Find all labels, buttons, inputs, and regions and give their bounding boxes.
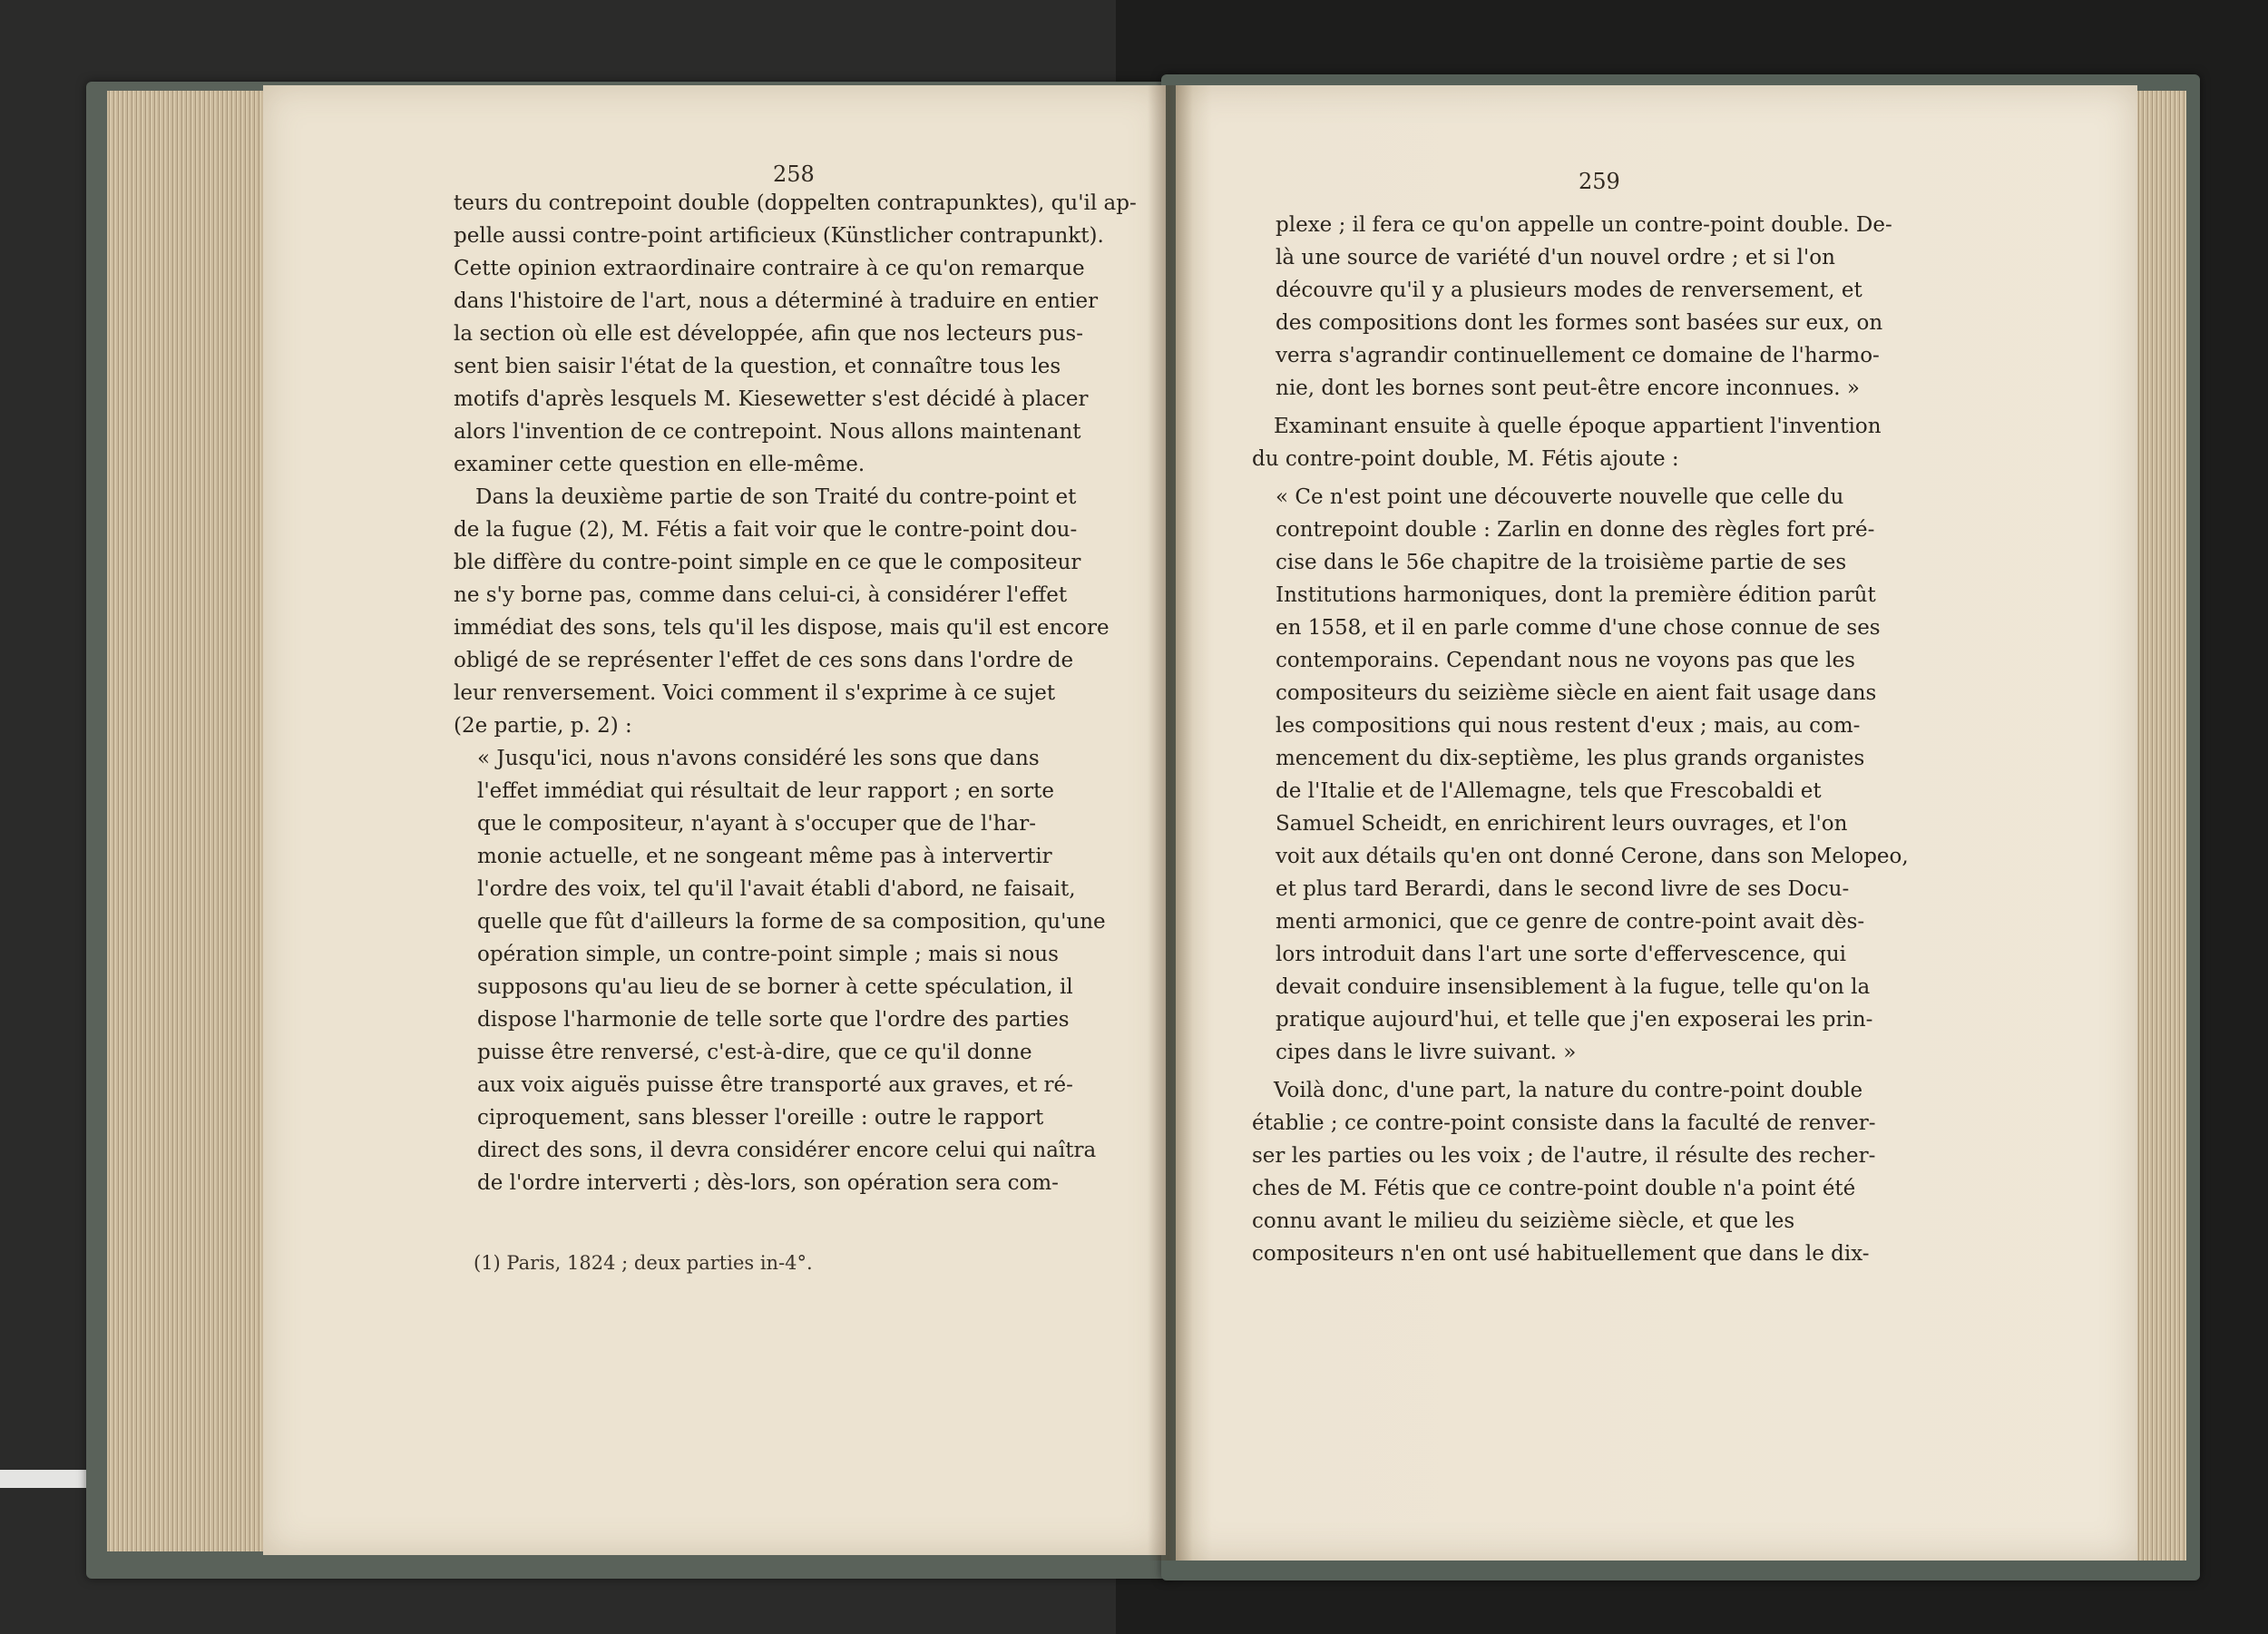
footnote: (1) Paris, 1824 ; deux parties in-4°. bbox=[474, 1252, 813, 1274]
text-line: ne s'y borne pas, comme dans celui-ci, à considérer l'effet bbox=[454, 583, 1068, 607]
quote-line: opération simple, un contre-point simple ; mais si nous bbox=[477, 943, 1059, 966]
text-line: leur renversement. Voici comment il s'exprime à ce sujet bbox=[454, 681, 1056, 705]
quote-line: l'effet immédiat qui résultait de leur rapport ; en sorte bbox=[477, 779, 1054, 803]
quote-line: contemporains. Cependant nous ne voyons pas que les bbox=[1276, 649, 1855, 672]
text-line: immédiat des sons, tels qu'il les dispose, mais qu'il est encore bbox=[454, 616, 1110, 640]
text-line: ble diffère du contre-point simple en ce que le compositeur bbox=[454, 551, 1081, 574]
page-number: 259 bbox=[1579, 169, 1620, 194]
quote-line: pratique aujourd'hui, et telle que j'en exposerai les prin- bbox=[1276, 1008, 1873, 1032]
text-line: sent bien saisir l'état de la question, et connaître tous les bbox=[454, 355, 1061, 378]
left-page-body bbox=[454, 187, 1137, 1199]
quote-line: puisse être renversé, c'est-à-dire, que ce qu'il donne bbox=[477, 1041, 1032, 1064]
quote-line: de l'Italie et de l'Allemagne, tels que Frescobaldi et bbox=[1276, 779, 1822, 803]
quote-line: compositeurs du seizième siècle en aient fait usage dans bbox=[1276, 681, 1877, 705]
quote-line: « Jusqu'ici, nous n'avons considéré les sons que dans bbox=[477, 747, 1040, 770]
quote-line: aux voix aiguës puisse être transporté aux graves, et ré- bbox=[477, 1073, 1073, 1097]
text-line: connu avant le milieu du seizième siècle, et que les bbox=[1252, 1209, 1795, 1233]
quote-line: lors introduit dans l'art une sorte d'effervescence, qui bbox=[1276, 943, 1846, 966]
text-line: établie ; ce contre-point consiste dans la faculté de renver- bbox=[1252, 1111, 1876, 1135]
text-line: du contre-point double, M. Fétis ajoute : bbox=[1252, 447, 1679, 471]
quote-line: direct des sons, il devra considérer encore celui qui naîtra bbox=[477, 1139, 1097, 1162]
quote-line: dispose l'harmonie de telle sorte que l'ordre des parties bbox=[477, 1008, 1070, 1032]
quote-line: voit aux détails qu'en ont donné Cerone, dans son Melopeo, bbox=[1276, 845, 1909, 868]
quote-line: Institutions harmoniques, dont la première édition parût bbox=[1276, 583, 1876, 607]
text-line: Cette opinion extraordinaire contraire à ce qu'on remarque bbox=[454, 257, 1085, 280]
text-line: teurs du contrepoint double (doppelten contrapunktes), qu'il ap- bbox=[454, 191, 1137, 215]
quote-line: de l'ordre interverti ; dès-lors, son opération sera com- bbox=[477, 1171, 1059, 1195]
quote-line: contrepoint double : Zarlin en donne des règles fort pré- bbox=[1276, 518, 1875, 542]
quote-line: les compositions qui nous restent d'eux ; mais, au com- bbox=[1276, 714, 1861, 738]
right-page-body bbox=[1252, 209, 2096, 1270]
text-line: pelle aussi contre-point artificieux (Künstlicher contrapunkt). bbox=[454, 224, 1104, 248]
quote-line: menti armonici, que ce genre de contre-point avait dès- bbox=[1276, 910, 1865, 934]
text-line: dans l'histoire de l'art, nous a déterminé à traduire en entier bbox=[454, 289, 1099, 313]
quote-line: mencement du dix-septième, les plus grands organistes bbox=[1276, 747, 1865, 770]
quote-line: des compositions dont les formes sont basées sur eux, on bbox=[1276, 311, 1883, 335]
quote-line: quelle que fût d'ailleurs la forme de sa composition, qu'une bbox=[477, 910, 1106, 934]
text-line: ser les parties ou les voix ; de l'autre, il résulte des recher- bbox=[1252, 1144, 1876, 1168]
quote-line: cipes dans le livre suivant. » bbox=[1276, 1041, 1577, 1064]
text-line: alors l'invention de ce contrepoint. Nous allons maintenant bbox=[454, 420, 1081, 444]
page-number: 258 bbox=[773, 161, 815, 187]
quote-line: ciproquement, sans blesser l'oreille : outre le rapport bbox=[477, 1106, 1044, 1130]
quote-line: là une source de variété d'un nouvel ordre ; et si l'on bbox=[1276, 246, 1835, 269]
quote-line: plexe ; il fera ce qu'on appelle un contre-point double. De- bbox=[1276, 213, 1892, 237]
right-page bbox=[1176, 85, 2137, 1561]
text-line: la section où elle est développée, afin que nos lecteurs pus- bbox=[454, 322, 1084, 346]
quote-line: en 1558, et il en parle comme d'une chose connue de ses bbox=[1276, 616, 1881, 640]
left-page bbox=[263, 85, 1166, 1555]
page-edges-left bbox=[107, 91, 270, 1551]
quote-line: supposons qu'au lieu de se borner à cette spéculation, il bbox=[477, 975, 1073, 999]
quote-line: verra s'agrandir continuellement ce domaine de l'harmo- bbox=[1276, 344, 1880, 367]
quote-line: l'ordre des voix, tel qu'il l'avait établi d'abord, ne faisait, bbox=[477, 877, 1076, 901]
text-line: examiner cette question en elle-même. bbox=[454, 453, 865, 476]
text-line: ches de M. Fétis que ce contre-point double n'a point été bbox=[1252, 1177, 1856, 1200]
quote-line: nie, dont les bornes sont peut-être encore inconnues. » bbox=[1276, 377, 1860, 400]
quote-line: monie actuelle, et ne songeant même pas à intervertir bbox=[477, 845, 1052, 868]
text-line: compositeurs n'en ont usé habituellement que dans le dix- bbox=[1252, 1242, 1870, 1266]
text-line: obligé de se représenter l'effet de ces sons dans l'ordre de bbox=[454, 649, 1074, 672]
text-line: de la fugue (2), M. Fétis a fait voir que le contre-point dou- bbox=[454, 518, 1078, 542]
book-gutter bbox=[1148, 85, 1193, 1561]
quote-line: que le compositeur, n'ayant à s'occuper que de l'har- bbox=[477, 812, 1036, 836]
text-line: Voilà donc, d'une part, la nature du contre-point double bbox=[1274, 1079, 1863, 1102]
quote-line: « Ce n'est point une découverte nouvelle que celle du bbox=[1276, 485, 1844, 509]
quote-line: découvre qu'il y a plusieurs modes de renversement, et bbox=[1276, 279, 1862, 302]
quote-line: cise dans le 56e chapitre de la troisième partie de ses bbox=[1276, 551, 1847, 574]
text-line: motifs d'après lesquels M. Kiesewetter s'est décidé à placer bbox=[454, 387, 1089, 411]
quote-line: devait conduire insensiblement à la fugue, telle qu'on la bbox=[1276, 975, 1871, 999]
text-line: Examinant ensuite à quelle époque appartient l'invention bbox=[1274, 415, 1882, 438]
quote-line: Samuel Scheidt, en enrichirent leurs ouvrages, et l'on bbox=[1276, 812, 1848, 836]
quote-line: et plus tard Berardi, dans le second livre de ses Docu- bbox=[1276, 877, 1850, 901]
text-line: Dans la deuxième partie de son Traité du contre-point et bbox=[475, 485, 1077, 509]
text-line: (2e partie, p. 2) : bbox=[454, 714, 632, 738]
